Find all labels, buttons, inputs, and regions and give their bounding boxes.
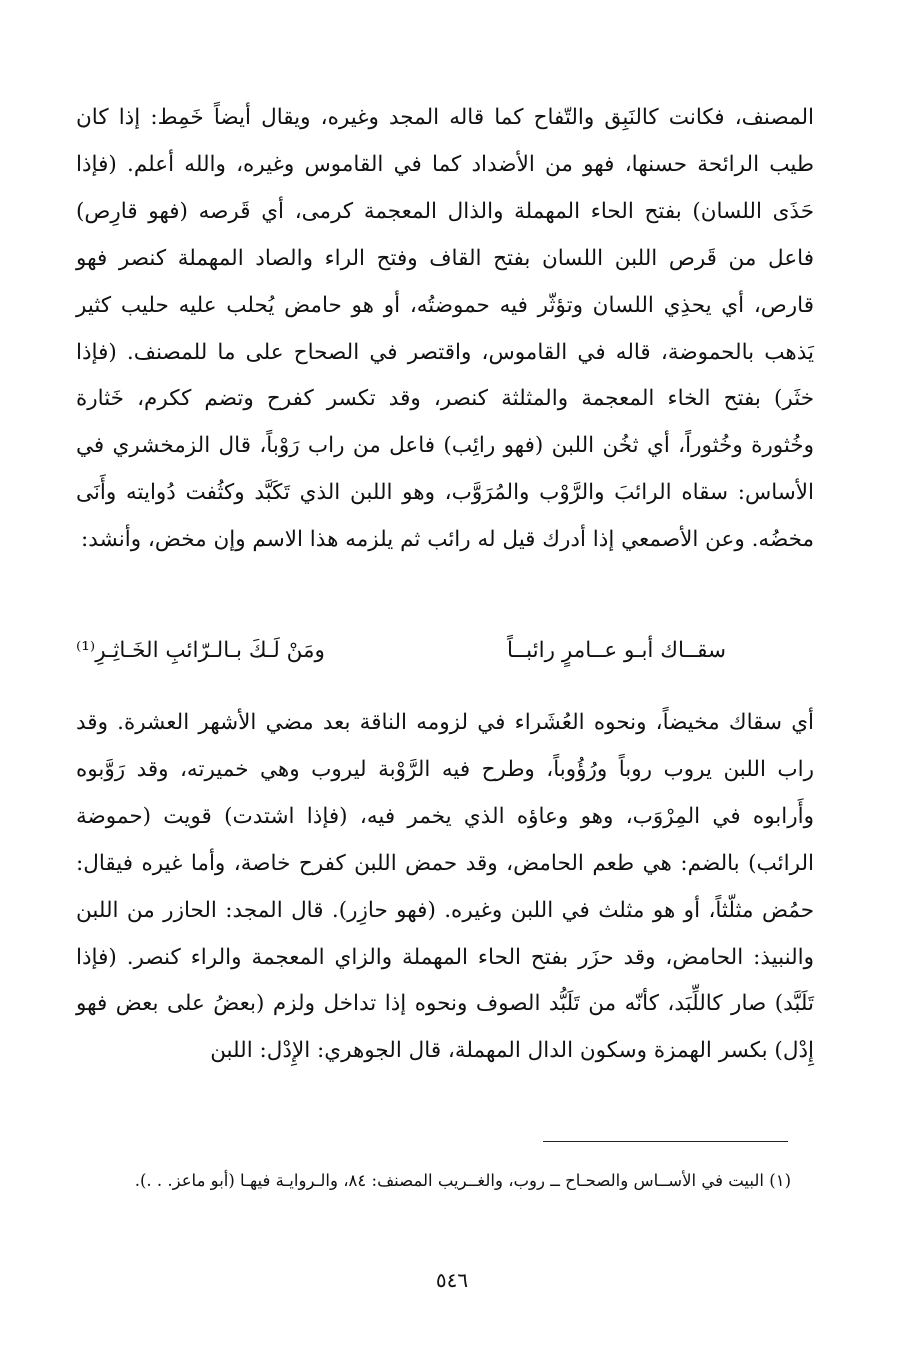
main-text-block-continued: [76, 700, 814, 1075]
main-text-block: [76, 95, 814, 564]
verse-second-hemistich-text: ومَنْ لَـكَ بـالـرّائبِ الخَـاثِـرِ: [95, 638, 325, 663]
verse-first-hemistich: سقــاك أبـو عــامرٍ رائبــاً: [507, 638, 726, 663]
verse-second-hemistich: [76, 628, 325, 674]
footnote-separator: [543, 1141, 788, 1142]
paragraph: المصنف، فكانت كالنَبِق والتّفاح كما قاله المجد وغيره، ويقال أيضاً خَمِط: إذا كان طيب الرائحة حسنها، فهو من الأضداد كما في القاموس وغيره، والله أعلم. (فإذا حَذَى اللسان) بفتح الحاء المهملة والذال المعجمة كرمى، أي قَرصه (فهو قارِص) فاعل من قَرص اللبن اللسان بفتح القاف وفتح الراء والصاد المهملة كنصر فهو قارص، أي يحذِي اللسان وتؤثّر فيه حموضتُه، أو هو حامض يُحلب عليه حليب كثير يَذهب بالحموضة، قاله في القاموس، واقتصر في الصحاح على ما للمصنف. (فإذا خثَر) بفتح الخاء المعجمة والمثلثة كنصر، وقد تكسر كفرح وتضم ككرم، خَثارة وخُثورة وخُثوراً، أي ثخُن اللبن (فهو رائِب) فاعل من راب رَوْباً، قال الزمخشري في الأساس: سقاه الرائبَ والرَّوْب والمُرَوَّب، وهو اللبن الذي تَكَبَّد وكثُفت دُوايته وأَنَى مخضُه. وعن الأصمعي إذا أدرك قيل له رائب ثم يلزمه هذا الاسم وإن مخض، وأنشد:: [76, 105, 814, 553]
footnote: (١) البيت في الأســاس والصحـاح ــ روب، والغــريب المصنف: ٨٤، والـروايـة فيهـا (أبو ماعز. . .).: [134, 1171, 791, 1190]
poetry-verse: [76, 628, 726, 674]
page-number: ٥٤٦: [435, 1268, 469, 1292]
footnote-marker: ⁽¹⁾: [76, 638, 96, 663]
paragraph: أي سقاك مخيضاً، ونحوه العُشَراء في لزومه الناقة بعد مضي الأشهر العشرة. وقد راب اللبن يروب روباً ورُؤُوباً، وطرح فيه الرَّوْبة ليروب وهي خميرته، وقد رَوَّبوه وأَرابوه في المِرْوَب، وهو وعاؤه الذي يخمر فيه، (فإذا اشتدت) قويت (حموضة الرائب) بالضم: هي طعم الحامض، وقد حمض اللبن كفرح خاصة، وأما غيره فيقال: حمُض مثلّثاً، أو هو مثلث في اللبن وغيره. (فهو حازِر). قال المجد: الحازر من اللبن والنبيذ: الحامض، وقد حزَر بفتح الحاء المهملة والزاي المعجمة والراء كنصر. (فإذا تَلَبَّد) صار كاللِّبَد، كأنّه من تَلَبُّد الصوف ونحوه إذا تداخل ولزم (بعضُ على بعض فهو إِدْل) بكسر الهمزة وسكون الدال المهملة، قال الجوهري: الإِدْل: اللبن: [76, 710, 814, 1064]
